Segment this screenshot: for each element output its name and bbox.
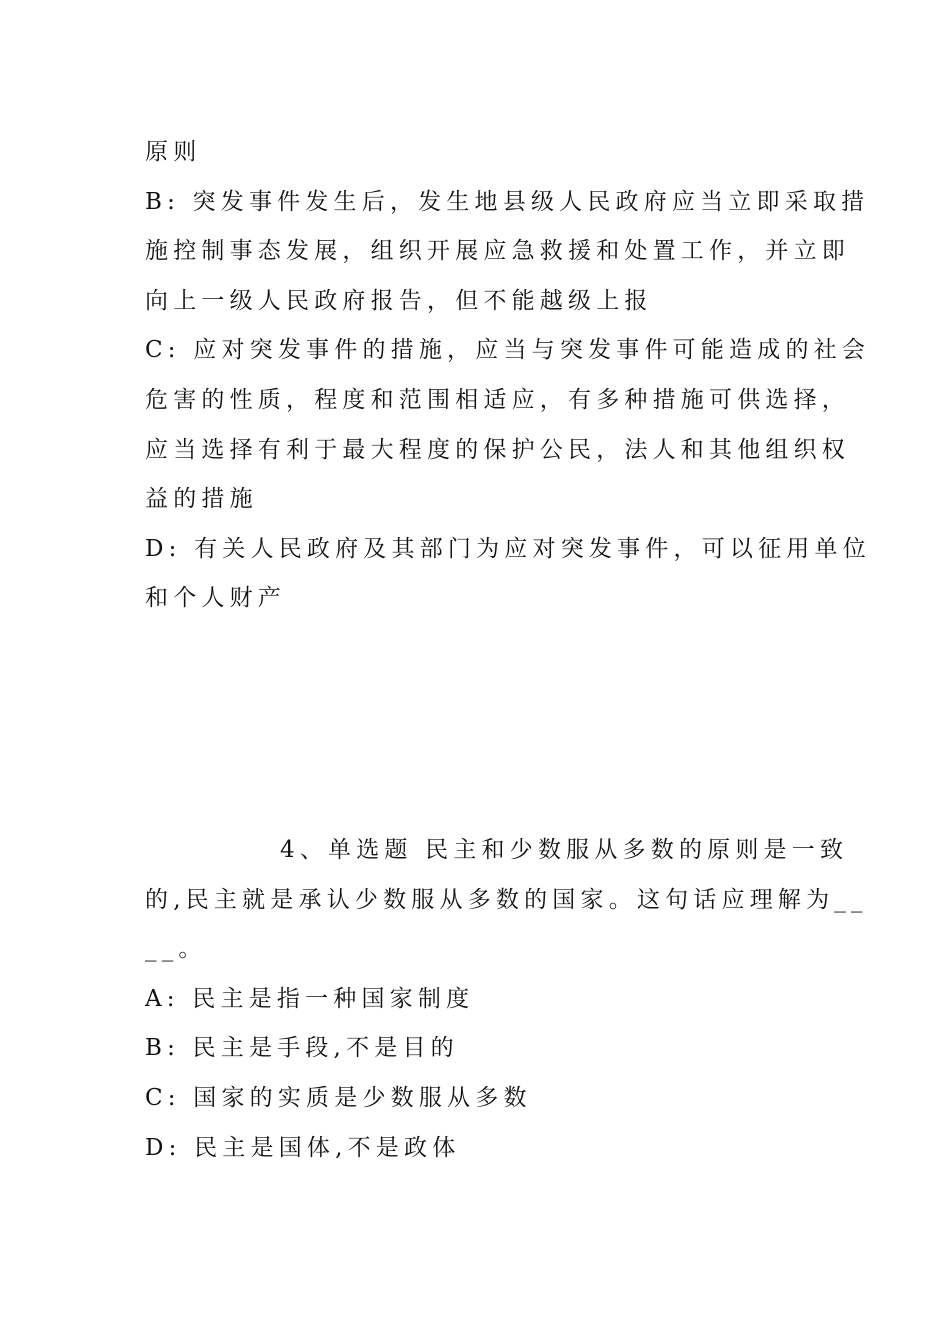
question-3-continuation	[145, 128, 871, 624]
question-stem-line: 4、单选题 民主和少数服从多数的原则是一致	[280, 837, 849, 863]
option-d-line: D: 有关人民政府及其部门为应对突发事件，可以征用单位	[145, 535, 871, 562]
text-line: 施控制事态发展，组织开展应急救援和处置工作，并立即	[145, 238, 850, 265]
question-stem-line: __。	[145, 936, 207, 963]
option-d: D: 民主是国体,不是政体	[145, 1134, 461, 1161]
option-b-line: B: 突发事件发生后，发生地县级人民政府应当立即采取措	[145, 188, 870, 215]
option-b: B: 民主是手段,不是目的	[145, 1035, 459, 1062]
text-line: 益的措施	[145, 486, 258, 513]
option-a: A: 民主是指一种国家制度	[145, 985, 475, 1012]
text-line: 向上一级人民政府报告，但不能越级上报	[145, 287, 653, 314]
text-line: 危害的性质，程度和范围相适应，有多种措施可供选择，	[145, 386, 850, 413]
question-stem-line: 的,民主就是承认少数服从多数的国家。这句话应理解为__	[145, 886, 868, 913]
text-line: 原则	[145, 139, 202, 165]
option-c: C: 国家的实质是少数服从多数	[145, 1084, 532, 1111]
question-4	[145, 826, 868, 1173]
text-line: 和个人财产	[145, 585, 286, 612]
option-c-line: C: 应对突发事件的措施，应当与突发事件可能造成的社会	[145, 337, 871, 364]
text-line: 应当选择有利于最大程度的保护公民，法人和其他组织权	[145, 436, 850, 463]
